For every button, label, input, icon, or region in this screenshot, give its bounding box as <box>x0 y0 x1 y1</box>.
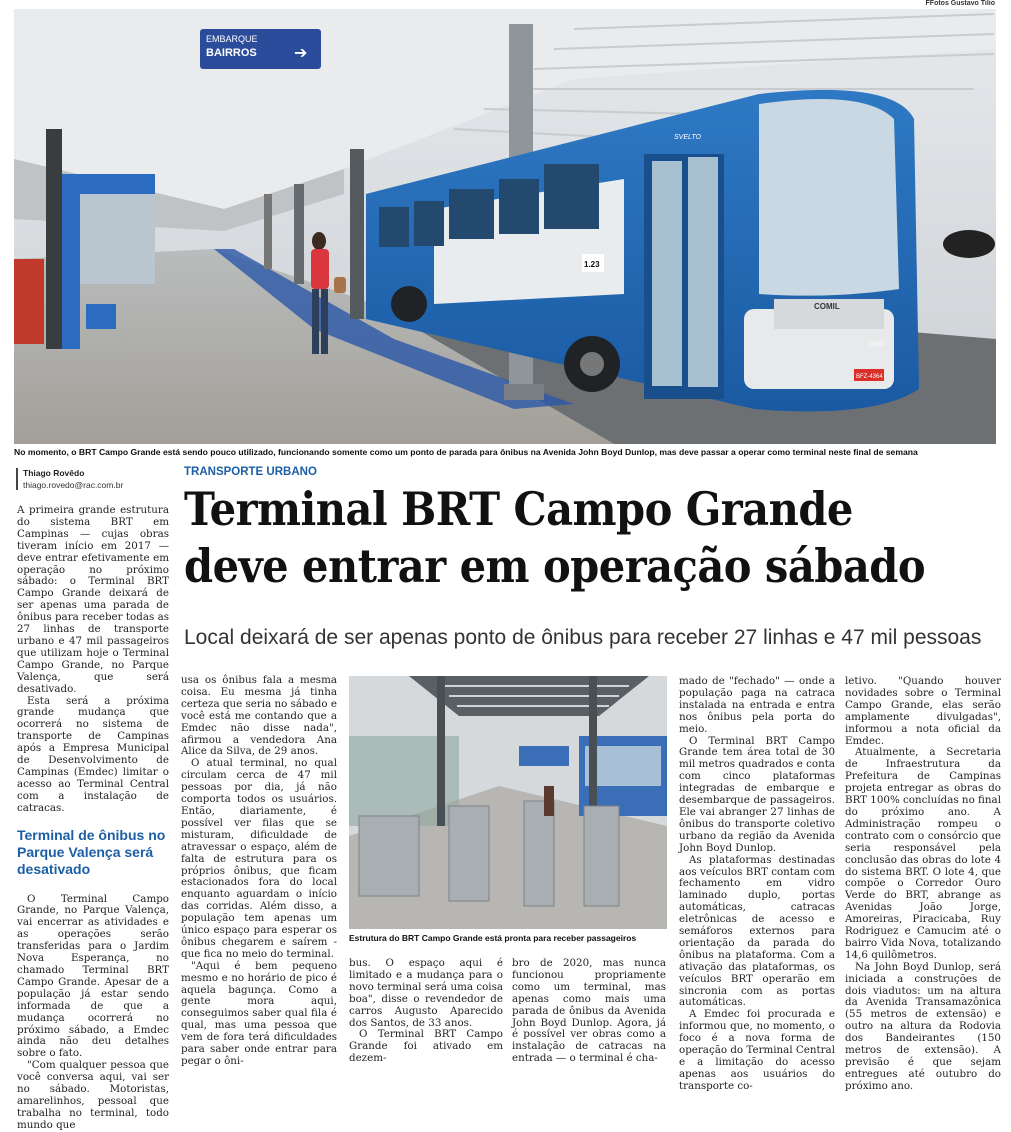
article-column-3 <box>349 957 503 1065</box>
bus-terminal-photo <box>14 9 996 444</box>
crosshead: Terminal de ônibus no Parque Valença será desativado <box>17 826 166 877</box>
article-column-5 <box>679 675 835 1092</box>
paragraph: A Emdec foi procurada e informou que, no momento, o foco é a nova forma de operação do Terminal Central e a limitação do acesso apenas aos usuários do transporte co- <box>679 1008 835 1092</box>
paragraph: Esta será a próxima grande mudança que ocorrerá no sistema de transporte de Campinas após a Empresa Municipal de Desenvolvimento de Campinas (Emdec) limitar o acesso ao Terminal Central com a instalação de catracas. <box>17 694 169 814</box>
paragraph: mado de "fechado" — onde a população paga na catraca instalada na entrada e entra nos ônibus pela porta do meio. <box>679 675 835 735</box>
section-label: TRANSPORTE URBANO <box>184 466 317 478</box>
author-name: Thiago Rovêdo <box>23 468 85 478</box>
bus-fleet-number: 10657 <box>869 342 886 348</box>
paragraph: O Terminal BRT Campo Grande foi ativado em dezem- <box>349 1028 503 1065</box>
article-column-4 <box>512 957 666 1065</box>
svg-text:➔: ➔ <box>294 43 308 62</box>
top-photo-caption: No momento, o BRT Campo Grande está sendo pouco utilizado, funcionando somente como um ponto de parada para ônibus na Avenida John Boyd Dunlop, mas deve passar a operar como terminal neste final de semana <box>14 447 918 457</box>
paragraph: bro de 2020, mas nunca funcionou propriamente como um terminal, mas apenas como mais uma parada de ônibus da Avenida John Boyd Dunlop. Agora, já é possível ver obras como a instalação de catracas na entrada — o terminal é cha- <box>512 957 666 1065</box>
sign-line-1: EMBARQUE <box>206 34 258 44</box>
paragraph: O atual terminal, no qual circulam cerca de 47 mil pessoas por dia, já não comporta todos os usuários. Então, diariamente, é possível ver filas que se misturam, dificuldade de atravessar o espaço, além de falta de estrutura para os próprios ônibus, que ficam estacionados fora do local enquanto aguardam o início das corridas. Além disso, a população tem apenas um único espaço para esperar os ônibus chegarem e saírem - que fica no meio do terminal. <box>181 757 337 960</box>
terminal-turnstiles-photo <box>349 676 667 929</box>
paragraph: O Terminal Campo Grande, no Parque Valença, vai encerrar as atividades e as operações serão transferidas para o Jardim Nova Esperança, no chamado Terminal BRT Campo Grande. Apesar de a população já estar sendo informada de que a mudança ocorrerá no próximo sábado, a Emdec ainda não deu detalhes sobre o fato. <box>17 892 169 1060</box>
article-column-6 <box>845 675 1001 1092</box>
paragraph: As plataformas destinadas aos veículos BRT contam com fechamento em vidro laminado duplo, portas automáticas, catracas eletrônicas de acesso e semáforos externos para orientação da parada do ônibus na plataforma. Com a ativação das plataformas, os veículos BRT operarão em sincronia com as portas automáticas. <box>679 853 835 1009</box>
author-email[interactable]: thiago.rovedo@rac.com.br <box>23 480 124 490</box>
mid-photo-caption: Estrutura do BRT Campo Grande está pronta para receber passageiros <box>349 933 637 943</box>
paragraph: "Aqui é bem pequeno mesmo e no horário de pico é aquela bagunça. Como a gente mora aqui, conseguimos saber qual fila é qual, mas uma pessoa que vem de fora terá dificuldades para saber onde entrar para pegar o ôni- <box>181 959 337 1067</box>
headline-line-2: deve entrar em operação sábado <box>184 539 926 593</box>
bus-brand: SVELTO <box>674 134 701 141</box>
article-column-1 <box>17 504 169 1131</box>
article-column-2 <box>181 674 337 1067</box>
headline <box>184 481 924 595</box>
paragraph: letivo. "Quando houver novidades sobre o Terminal Campo Grande, elas serão amplamente divulgadas", informou a nota oficial da Emdec. <box>845 675 1001 747</box>
sign-line-2: BAIRROS <box>206 47 257 59</box>
paragraph: O Terminal BRT Campo Grande tem área total de 30 mil metros quadrados e conta com cinco plataformas integradas de embarque e desembarque de passageiros. Ele vai abranger 27 linhas de ônibus do transporte coletivo urbano da região da Avenida John Boyd Dunlop. <box>679 734 835 854</box>
paragraph: A primeira grande estrutura do sistema BRT em Campinas — cujas obras tiveram início em 2017 — deve entrar efetivamente em operação no próximo sábado: o Terminal BRT Campo Grande deixará de ser apenas uma parada de ônibus para receber todas as 27 linhas de transporte urbano e 47 mil passageiros que utilizam hoje o Terminal Campo Grande, no Parque Valença, que será desativado. <box>17 504 169 695</box>
photo-credit: FFotos Gustavo Tilio <box>925 0 995 7</box>
paragraph: bus. O espaço aqui é limitado e a mudança para o novo terminal será uma coisa boa", disse o revendedor de carros Augusto Aparecido dos Santos, de 33 anos. <box>349 957 503 1029</box>
paragraph: Na John Boyd Dunlop, será iniciada a construções de dois viadutos: um na altura da Avenida Transamazônica (55 metros de extensão) e outro na altura da Rodovia dos Bandeirantes (150 metros de extensão). A previsão é que sejam entregues até outubro do próximo ano. <box>845 960 1001 1092</box>
paragraph: usa os ônibus fala a mesma coisa. Eu mesma já tinha certeza que seria no sábado e você está me contando que a Emdec não disse nada", afirmou a vendedora Ana Alice da Silva, de 29 anos. <box>181 674 337 758</box>
headline-line-1: Terminal BRT Campo Grande <box>184 482 853 536</box>
paragraph: Atualmente, a Secretaria de Infraestrutura da Prefeitura de Campinas projeta entregar as obras do BRT 100% concluídas no final do próximo ano. A Administração rompeu o contrato com o consórcio que seria responsável pela conclusão das obras do lote 4 do sistema BRT. O lote 4, que compõe o Corredor Ouro Verde do BRT, abrange as Avenidas João Jorge, Amoreiras, Piracicaba, Ruy Rodriguez e Camucim até o bairro Vida Nova, totalizando 14,6 quilômetros. <box>845 746 1001 961</box>
subheadline: Local deixará de ser apenas ponto de ônibus para receber 27 linhas e 47 mil pessoas <box>184 626 982 649</box>
bus-plate: BFZ-4364 <box>856 374 883 380</box>
byline-rule <box>16 468 18 490</box>
bus-maker: COMIL <box>814 302 840 311</box>
bus-line-number: 1.23 <box>584 260 600 269</box>
paragraph: "Com qualquer pessoa que você conversa aqui, vai ser no sábado. Motoristas, amarelinhos, pessoal que trabalha no terminal, todo mundo que <box>17 1059 169 1131</box>
